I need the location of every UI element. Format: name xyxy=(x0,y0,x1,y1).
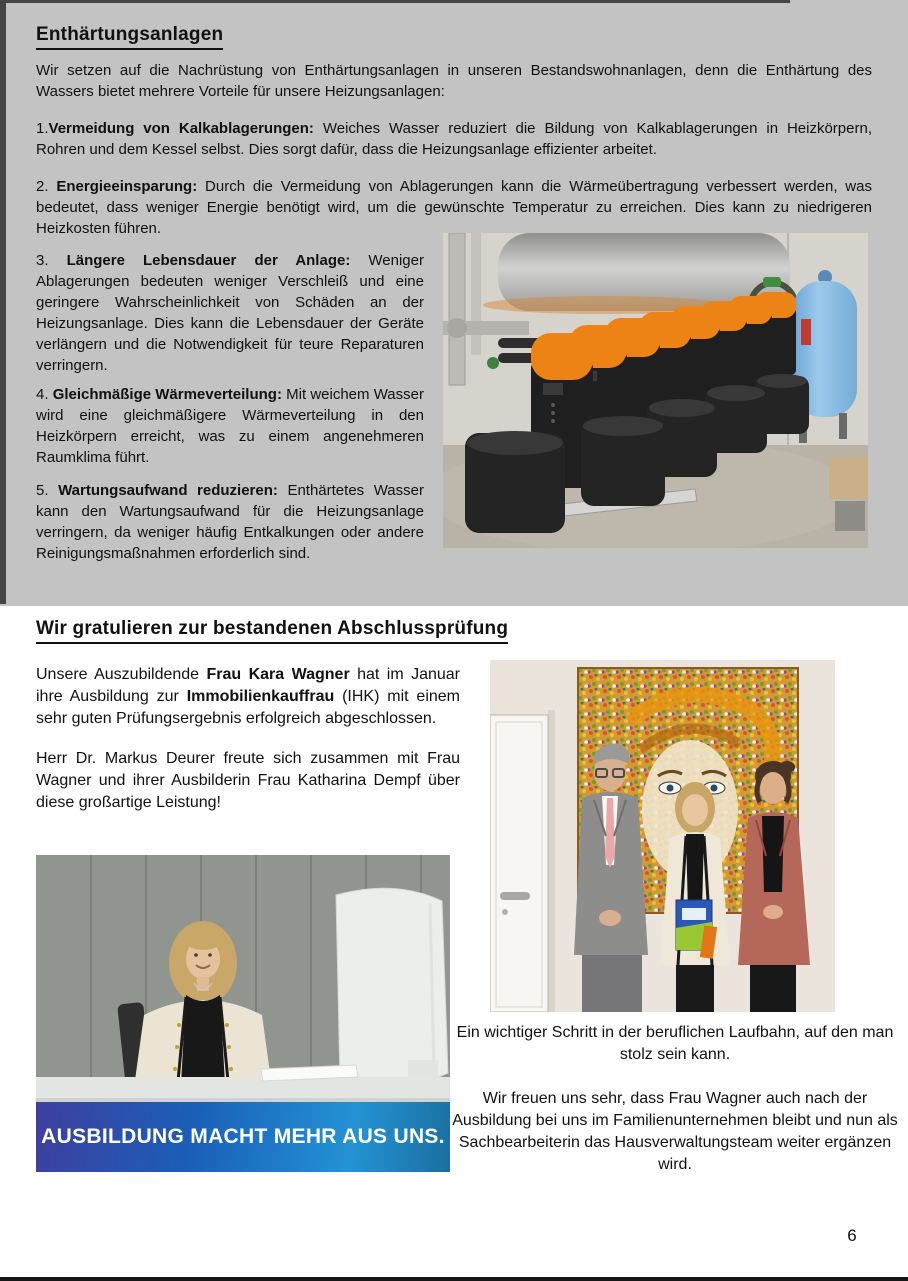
scan-edge-top xyxy=(0,0,790,3)
section1-item-3: 3. Längere Lebensdauer der Anlage: Weniger Ablagerungen bedeuten weniger Verschleiß und eine geringere Wahrscheinlichkeit von Schäden an der Heizungsanlage. Dies kann die Lebensdauer der Geräte verlängern und die Notwendigkeit für teure Reparaturen verringern. xyxy=(36,252,424,374)
section1-item-2: 2. Energieeinsparung: Durch die Vermeidung von Ablagerungen kann die Wärmeübertragung verbessert werden, was bedeutet, dass weniger Energie benötigt wird, um die gewünschte Temperatur zu erreichen. Dies kann zu niedrigeren Heizkosten führen. xyxy=(36,178,872,237)
graduation-group-illustration xyxy=(490,660,835,1012)
section1-item-5: 5. Wartungsaufwand reduzieren: Enthärtetes Wasser kann den Wartungsaufwand für die Heizungsanlage verringern, da weniger häufig Entkalkungen oder andere Reinigungsmaßnahmen erforderlich sind. xyxy=(36,482,424,562)
section2-para2: Herr Dr. Markus Deurer freute sich zusammen mit Frau Wagner und ihrer Ausbilderin Frau Katharina Dempf über diese großartige Leistung! xyxy=(36,750,460,811)
trainee-desk-illustration xyxy=(36,855,450,1102)
section2-heading: Wir gratulieren zur bestandenen Abschlussprüfung xyxy=(36,618,508,644)
section1-item-1: 1.Vermeidung von Kalkablagerungen: Weiches Wasser reduziert die Bildung von Kalkablagerungen in Heizkörpern, Rohren und dem Kessel selbst. Dies sorgt dafür, dass die Heizungsanlage effizienter arbeitet. xyxy=(36,120,872,158)
ausbildung-banner xyxy=(36,1102,450,1172)
trainee-desk-photo xyxy=(36,855,450,1172)
section1-heading: Enthärtungsanlagen xyxy=(36,24,223,50)
section2-para1: Unsere Auszubildende Frau Kara Wagner hat im Januar ihre Ausbildung zur Immobilienkauffrau (IHK) mit einem sehr guten Prüfungsergebnis erfolgreich abgeschlossen. xyxy=(36,666,460,727)
scan-edge-bottom xyxy=(0,1277,908,1281)
section2-left-column xyxy=(36,664,460,814)
water-softeners-illustration xyxy=(443,233,868,548)
scan-edge-left xyxy=(0,0,6,604)
ausbildung-banner-text: AUSBILDUNG MACHT MEHR AUS UNS. xyxy=(41,1125,445,1148)
water-softeners-photo xyxy=(443,233,868,548)
section1-item-4: 4. Gleichmäßige Wärmeverteilung: Mit weichem Wasser wird eine gleichmäßigere Wärmeverteilung in den Heizkörpern erreicht, was zu einem angenehmeren Raumklima führt. xyxy=(36,386,424,466)
section1-intro: Wir setzen auf die Nachrüstung von Enthärtungsanlagen in unseren Bestandswohnanlagen, denn die Enthärtung des Wassers bietet mehrere Vorteile für unsere Heizungsanlagen: xyxy=(36,62,872,100)
page-number: 6 xyxy=(847,1226,857,1245)
graduation-group-photo xyxy=(490,660,835,1012)
photo-caption-2: Wir freuen uns sehr, dass Frau Wagner auch nach der Ausbildung bei uns im Familienunternehmen bleibt und nun als Sachbearbeiterin das Hausverwaltungsteam weiter ergänzen wird. xyxy=(452,1090,898,1173)
photo-caption-1: Ein wichtiger Schritt in der beruflichen Laufbahn, auf den man stolz sein kann. xyxy=(456,1024,894,1063)
